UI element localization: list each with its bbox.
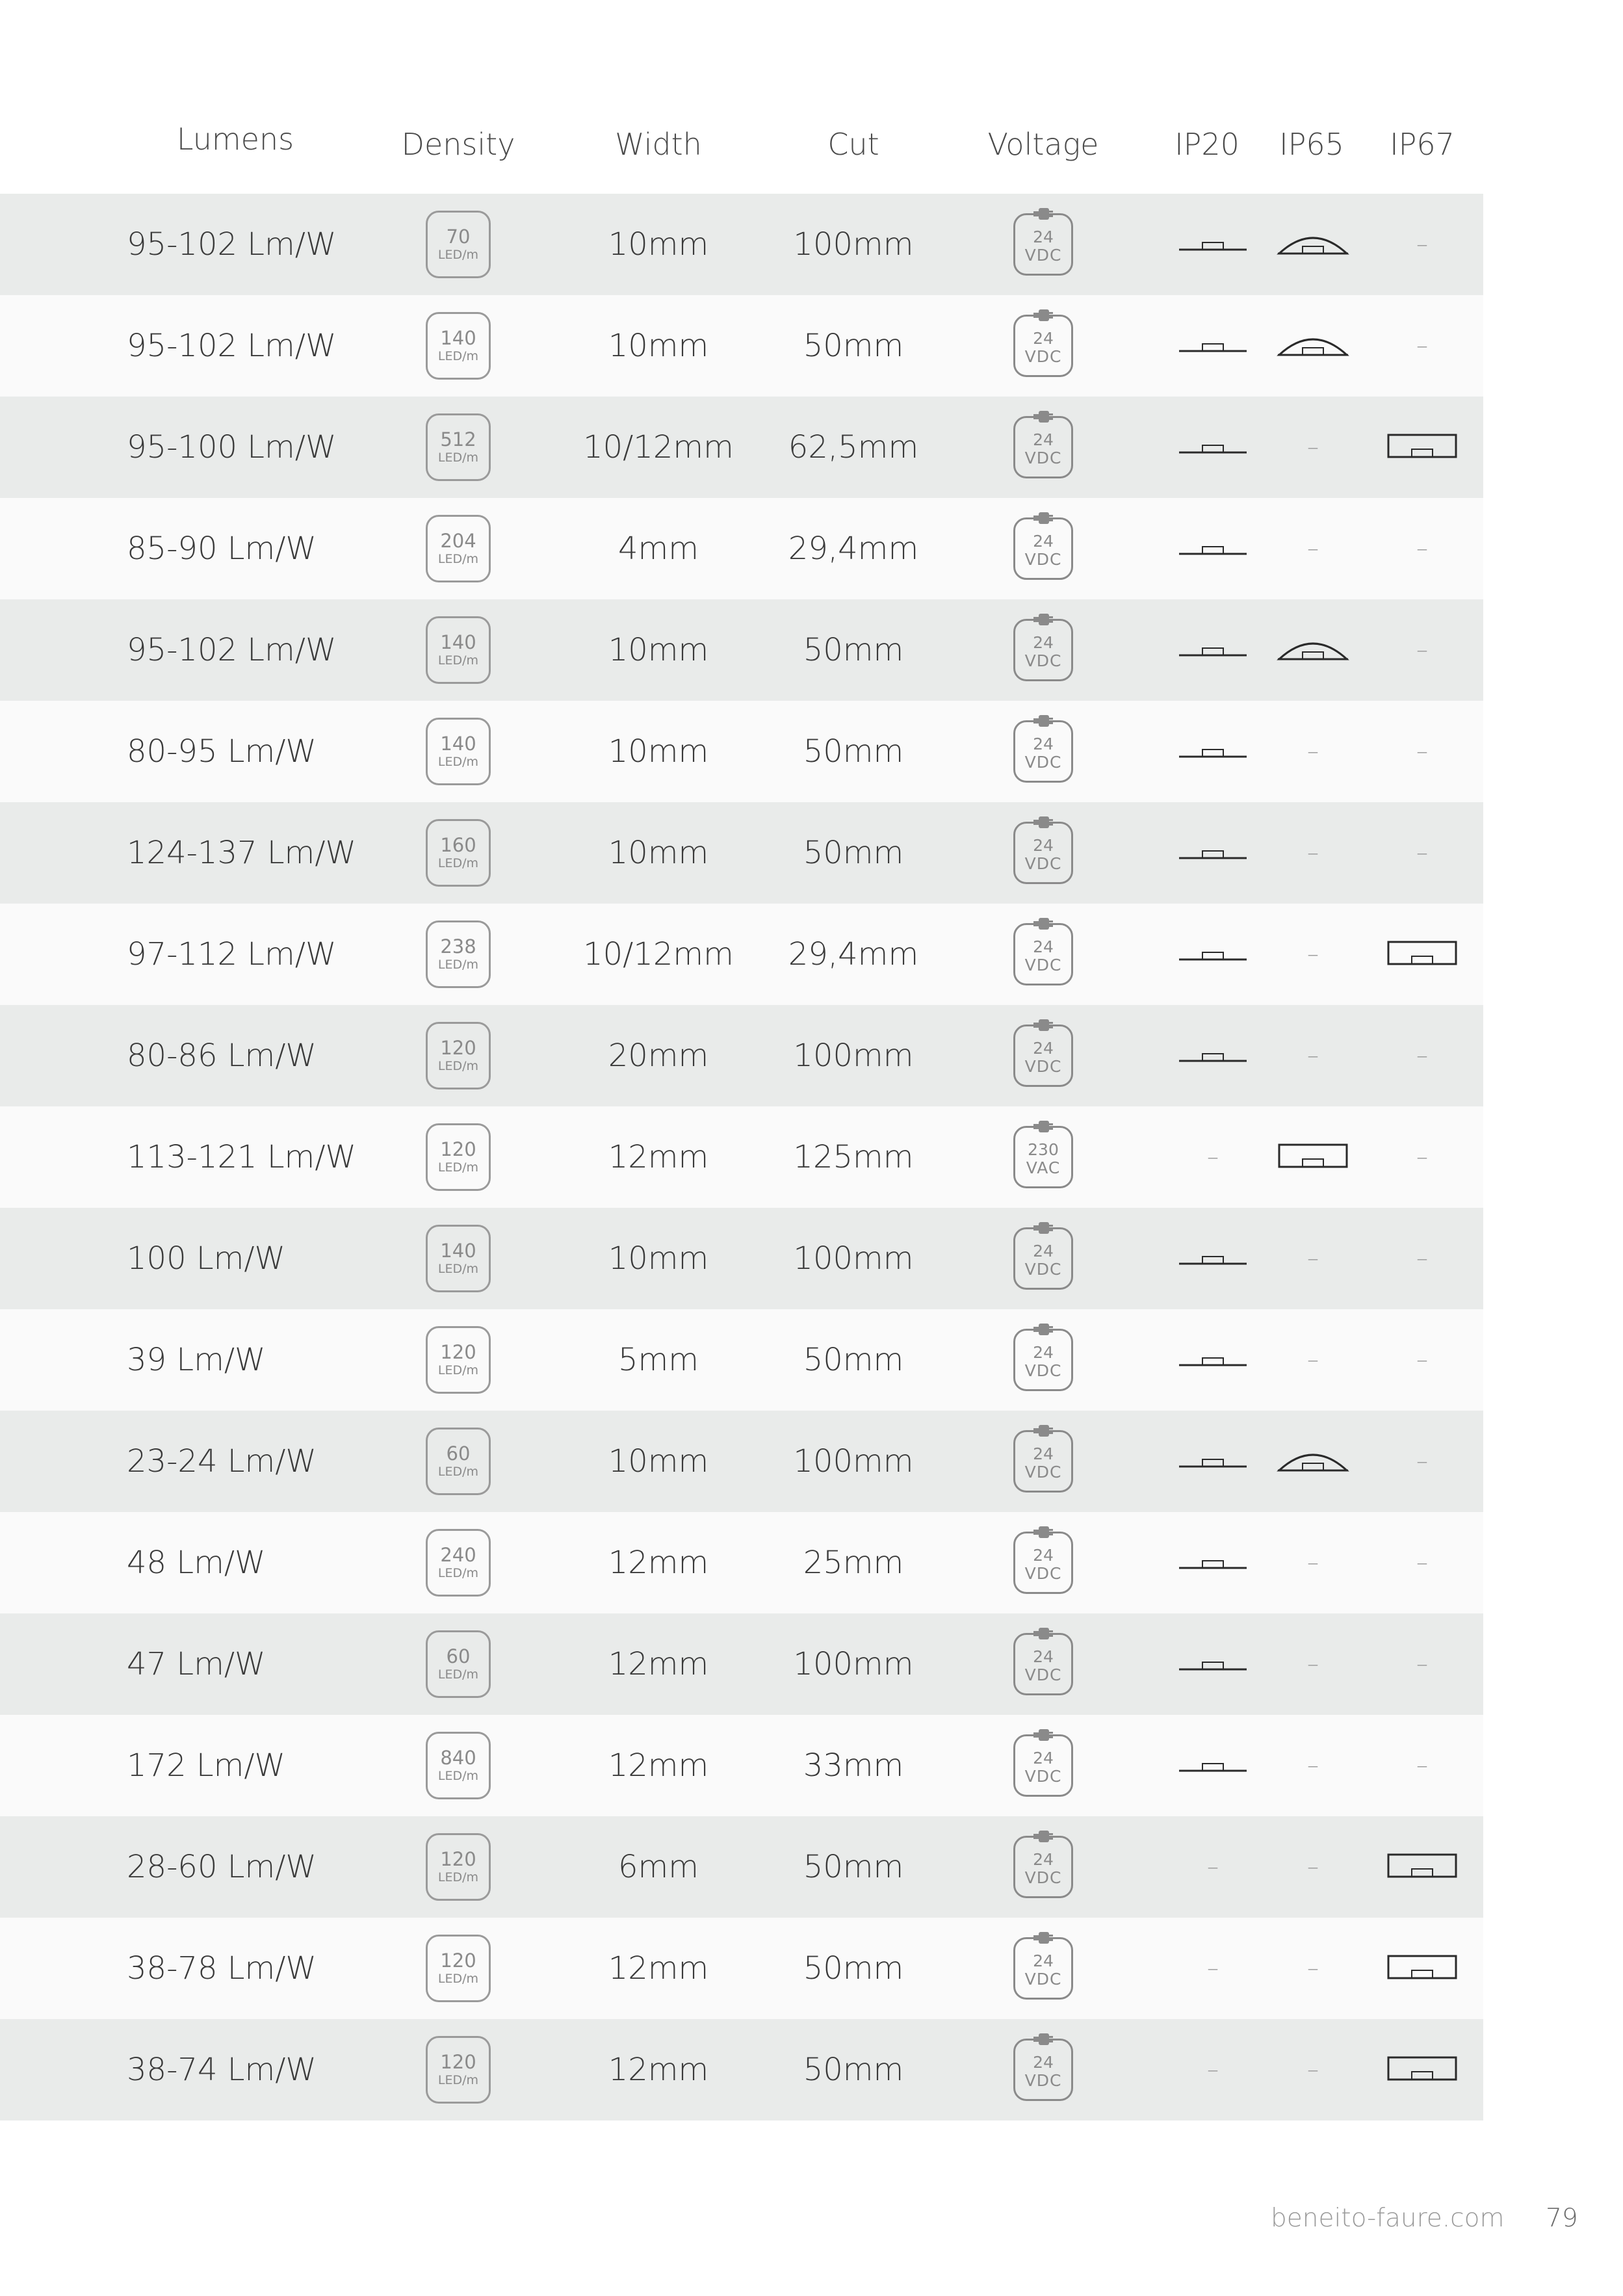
- ip-flat-strip-icon: [1178, 332, 1248, 358]
- ip20-cell: [1178, 1447, 1248, 1476]
- not-available-dash: –: [1207, 1853, 1219, 1881]
- width-value: 12mm: [608, 1747, 709, 1784]
- density-badge: 140 LED/m: [426, 718, 491, 785]
- voltage-badge: 24 VDC: [1013, 1024, 1073, 1087]
- not-available-dash: –: [1416, 231, 1428, 258]
- width-value: 10mm: [608, 632, 709, 668]
- table-row: [0, 1918, 1483, 2019]
- ip67-cell: [1387, 2055, 1457, 2085]
- voltage-badge: 24 VDC: [1013, 315, 1073, 377]
- voltage-badge: 24 VDC: [1013, 720, 1073, 783]
- cut-value: 50mm: [803, 632, 904, 668]
- voltage-cell: [1013, 1329, 1073, 1391]
- voltage-cell: [1013, 1937, 1073, 2000]
- density-badge: 120 LED/m: [426, 1022, 491, 1089]
- ip-dome-strip-icon: [1277, 228, 1349, 259]
- ip-box-strip-icon: [1387, 1953, 1457, 1981]
- table-row: [0, 1613, 1483, 1715]
- ip20-cell: [1178, 332, 1248, 360]
- lumens-value: 124-137 Lm/W: [127, 835, 356, 871]
- cut-value: 50mm: [803, 733, 904, 770]
- width-value: 5mm: [617, 1342, 699, 1378]
- spec-table: [0, 194, 1483, 2120]
- density-badge: 140 LED/m: [426, 1225, 491, 1292]
- lumens-value: 95-102 Lm/W: [127, 632, 337, 668]
- width-value: 10mm: [608, 733, 709, 770]
- ip-flat-strip-icon: [1178, 636, 1248, 662]
- ip65-cell: [1307, 840, 1319, 867]
- ip-flat-strip-icon: [1178, 230, 1248, 256]
- not-available-dash: –: [1416, 1448, 1428, 1475]
- not-available-dash: –: [1307, 1346, 1319, 1374]
- voltage-badge: 230 VAC: [1013, 1126, 1073, 1188]
- table-row: [0, 2019, 1483, 2120]
- ip65-cell: [1277, 633, 1349, 667]
- ip-flat-strip-icon: [1178, 1548, 1248, 1574]
- plug-icon: [1032, 510, 1054, 526]
- table-row: [0, 1106, 1483, 1208]
- plug-icon: [1032, 1322, 1054, 1337]
- plug-icon: [1032, 1220, 1054, 1236]
- ip67-cell: [1416, 1448, 1428, 1475]
- plug-icon: [1032, 206, 1054, 222]
- voltage-cell: [1013, 517, 1073, 580]
- ip20-cell: [1207, 1144, 1219, 1171]
- not-available-dash: –: [1307, 535, 1319, 562]
- voltage-cell: [1013, 416, 1073, 478]
- ip67-cell: [1416, 1651, 1428, 1678]
- ip67-cell: [1416, 840, 1428, 867]
- ip-flat-strip-icon: [1178, 737, 1248, 763]
- width-value: 4mm: [617, 530, 699, 567]
- voltage-cell: [1013, 619, 1073, 681]
- width-value: 12mm: [608, 1646, 709, 1682]
- plug-icon: [1032, 713, 1054, 729]
- voltage-badge: 24 VDC: [1013, 1734, 1073, 1797]
- cut-value: 50mm: [803, 835, 904, 871]
- density-cell: [426, 920, 491, 988]
- not-available-dash: –: [1416, 839, 1428, 867]
- ip65-cell: [1307, 1550, 1319, 1576]
- header-cut: Cut: [827, 127, 879, 162]
- ip20-cell: [1178, 1041, 1248, 1070]
- plug-icon: [1032, 1524, 1054, 1540]
- density-cell: [426, 616, 491, 684]
- table-row: [0, 1208, 1483, 1309]
- ip65-cell: [1278, 1142, 1348, 1172]
- header-lumens: Lumens: [176, 122, 294, 157]
- not-available-dash: –: [1416, 636, 1428, 664]
- ip20-cell: [1207, 2057, 1219, 2083]
- lumens-value: 113-121 Lm/W: [127, 1139, 356, 1175]
- ip-box-strip-icon: [1387, 432, 1457, 460]
- density-cell: [426, 1225, 491, 1292]
- plug-icon: [1032, 307, 1054, 323]
- header-ip67: IP67: [1390, 127, 1455, 162]
- cut-value: 50mm: [803, 1950, 904, 1987]
- width-value: 10mm: [608, 1443, 709, 1480]
- lumens-value: 85-90 Lm/W: [127, 530, 317, 567]
- plug-icon: [1032, 1017, 1054, 1033]
- width-value: 10/12mm: [583, 429, 734, 465]
- lumens-value: 100 Lm/W: [127, 1240, 286, 1277]
- voltage-badge: 24 VDC: [1013, 517, 1073, 580]
- lumens-value: 80-95 Lm/W: [127, 733, 317, 770]
- ip67-cell: [1387, 432, 1457, 462]
- ip-flat-strip-icon: [1178, 1346, 1248, 1372]
- voltage-cell: [1013, 213, 1073, 276]
- not-available-dash: –: [1307, 941, 1319, 968]
- density-badge: 120 LED/m: [426, 1326, 491, 1394]
- table-row: [0, 904, 1483, 1005]
- table-header: [0, 122, 1482, 185]
- density-badge: 160 LED/m: [426, 819, 491, 887]
- ip-flat-strip-icon: [1178, 1447, 1248, 1473]
- voltage-badge: 24 VDC: [1013, 619, 1073, 681]
- not-available-dash: –: [1416, 1549, 1428, 1576]
- cut-value: 29,4mm: [788, 936, 919, 972]
- ip20-cell: [1178, 1548, 1248, 1577]
- table-row: [0, 194, 1483, 295]
- ip65-cell: [1307, 1347, 1319, 1374]
- ip67-cell: [1416, 1753, 1428, 1779]
- voltage-cell: [1013, 2039, 1073, 2101]
- density-badge: 238 LED/m: [426, 920, 491, 988]
- density-badge: 60 LED/m: [426, 1428, 491, 1495]
- ip65-cell: [1277, 1444, 1349, 1478]
- density-cell: [426, 1935, 491, 2002]
- plug-icon: [1032, 1829, 1054, 1844]
- width-value: 10mm: [608, 1240, 709, 1277]
- not-available-dash: –: [1416, 1245, 1428, 1272]
- plug-icon: [1032, 916, 1054, 932]
- voltage-badge: 24 VDC: [1013, 822, 1073, 884]
- voltage-cell: [1013, 1836, 1073, 1898]
- density-cell: [426, 312, 491, 380]
- density-badge: 120 LED/m: [426, 1833, 491, 1901]
- not-available-dash: –: [1416, 1143, 1428, 1171]
- lumens-value: 97-112 Lm/W: [127, 936, 337, 972]
- ip-flat-strip-icon: [1178, 433, 1248, 459]
- ip-box-strip-icon: [1387, 2055, 1457, 2082]
- width-value: 10mm: [608, 328, 709, 364]
- lumens-value: 95-102 Lm/W: [127, 226, 337, 263]
- ip67-cell: [1416, 1246, 1428, 1272]
- voltage-badge: 24 VDC: [1013, 1633, 1073, 1695]
- ip-flat-strip-icon: [1178, 534, 1248, 560]
- width-value: 10mm: [608, 226, 709, 263]
- not-available-dash: –: [1307, 1549, 1319, 1576]
- lumens-value: 38-74 Lm/W: [127, 2052, 317, 2088]
- width-value: 6mm: [617, 1849, 699, 1885]
- cut-value: 62,5mm: [788, 429, 919, 465]
- not-available-dash: –: [1207, 1955, 1219, 1982]
- table-row: [0, 1715, 1483, 1816]
- density-cell: [426, 515, 491, 582]
- ip-dome-strip-icon: [1277, 329, 1349, 360]
- cut-value: 100mm: [793, 1240, 914, 1277]
- ip65-cell: [1307, 1854, 1319, 1881]
- ip67-cell: [1416, 1347, 1428, 1374]
- voltage-cell: [1013, 1633, 1073, 1695]
- cut-value: 25mm: [803, 1545, 904, 1581]
- table-row: [0, 802, 1483, 904]
- not-available-dash: –: [1416, 1042, 1428, 1069]
- ip67-cell: [1387, 1852, 1457, 1882]
- voltage-badge: 24 VDC: [1013, 213, 1073, 276]
- voltage-badge: 24 VDC: [1013, 1937, 1073, 2000]
- cut-value: 100mm: [793, 226, 914, 263]
- ip20-cell: [1178, 433, 1248, 462]
- voltage-cell: [1013, 1227, 1073, 1290]
- ip65-cell: [1307, 738, 1319, 765]
- not-available-dash: –: [1307, 434, 1319, 461]
- voltage-cell: [1013, 720, 1073, 783]
- ip20-cell: [1178, 230, 1248, 259]
- density-badge: 840 LED/m: [426, 1732, 491, 1799]
- table-row: [0, 295, 1483, 397]
- voltage-cell: [1013, 1734, 1073, 1797]
- ip-flat-strip-icon: [1178, 1751, 1248, 1777]
- lumens-value: 80-86 Lm/W: [127, 1037, 317, 1074]
- ip20-cell: [1178, 534, 1248, 563]
- ip20-cell: [1178, 839, 1248, 867]
- width-value: 12mm: [608, 2052, 709, 2088]
- cut-value: 33mm: [803, 1747, 904, 1784]
- table-row: [0, 701, 1483, 802]
- ip67-cell: [1416, 1550, 1428, 1576]
- voltage-cell: [1013, 822, 1073, 884]
- ip-box-strip-icon: [1278, 1142, 1348, 1169]
- ip-box-strip-icon: [1387, 1852, 1457, 1879]
- not-available-dash: –: [1307, 1245, 1319, 1272]
- lumens-value: 95-102 Lm/W: [127, 328, 337, 364]
- table-row: [0, 599, 1483, 701]
- table-row: [0, 498, 1483, 599]
- ip-flat-strip-icon: [1178, 1650, 1248, 1676]
- cut-value: 50mm: [803, 328, 904, 364]
- ip65-cell: [1307, 2057, 1319, 2083]
- ip67-cell: [1387, 1953, 1457, 1983]
- ip67-cell: [1416, 536, 1428, 562]
- plug-icon: [1032, 1930, 1054, 1946]
- plug-icon: [1032, 815, 1054, 830]
- not-available-dash: –: [1307, 1752, 1319, 1779]
- width-value: 12mm: [608, 1950, 709, 1987]
- ip65-cell: [1277, 228, 1349, 261]
- plug-icon: [1032, 612, 1054, 627]
- density-cell: [426, 1428, 491, 1495]
- lumens-value: 172 Lm/W: [127, 1747, 286, 1784]
- cut-value: 50mm: [803, 1849, 904, 1885]
- plug-icon: [1032, 1423, 1054, 1439]
- lumens-value: 47 Lm/W: [127, 1646, 266, 1682]
- density-badge: 120 LED/m: [426, 2036, 491, 2104]
- not-available-dash: –: [1307, 1955, 1319, 1982]
- width-value: 12mm: [608, 1139, 709, 1175]
- width-value: 20mm: [608, 1037, 709, 1074]
- not-available-dash: –: [1416, 738, 1428, 765]
- not-available-dash: –: [1307, 1042, 1319, 1069]
- ip65-cell: [1307, 1651, 1319, 1678]
- header-voltage: Voltage: [987, 127, 1099, 162]
- density-badge: 204 LED/m: [426, 515, 491, 582]
- density-cell: [426, 413, 491, 481]
- ip67-cell: [1416, 1043, 1428, 1069]
- not-available-dash: –: [1416, 1650, 1428, 1678]
- table-row: [0, 1005, 1483, 1106]
- width-value: 10mm: [608, 835, 709, 871]
- density-cell: [426, 819, 491, 887]
- voltage-cell: [1013, 1532, 1073, 1594]
- density-cell: [426, 1123, 491, 1191]
- lumens-value: 23-24 Lm/W: [127, 1443, 317, 1480]
- ip20-cell: [1207, 1955, 1219, 1982]
- density-cell: [426, 1022, 491, 1089]
- not-available-dash: –: [1416, 1346, 1428, 1374]
- density-cell: [426, 1833, 491, 1901]
- width-value: 10/12mm: [583, 936, 734, 972]
- ip67-cell: [1416, 1144, 1428, 1171]
- not-available-dash: –: [1307, 1853, 1319, 1881]
- ip20-cell: [1178, 737, 1248, 766]
- ip20-cell: [1178, 636, 1248, 664]
- not-available-dash: –: [1307, 2056, 1319, 2083]
- cut-value: 100mm: [793, 1037, 914, 1074]
- not-available-dash: –: [1416, 332, 1428, 359]
- ip65-cell: [1307, 434, 1319, 461]
- ip20-cell: [1178, 1244, 1248, 1273]
- ip-flat-strip-icon: [1178, 1041, 1248, 1067]
- table-row: [0, 1512, 1483, 1613]
- table-row: [0, 397, 1483, 498]
- ip20-cell: [1178, 1346, 1248, 1374]
- ip-box-strip-icon: [1387, 939, 1457, 967]
- ip67-cell: [1387, 939, 1457, 969]
- plug-icon: [1032, 1727, 1054, 1743]
- voltage-badge: 24 VDC: [1013, 1836, 1073, 1898]
- voltage-badge: 24 VDC: [1013, 2039, 1073, 2101]
- ip-flat-strip-icon: [1178, 839, 1248, 865]
- voltage-badge: 24 VDC: [1013, 1532, 1073, 1594]
- ip20-cell: [1207, 1854, 1219, 1881]
- density-badge: 120 LED/m: [426, 1935, 491, 2002]
- density-badge: 60 LED/m: [426, 1630, 491, 1698]
- ip-flat-strip-icon: [1178, 940, 1248, 966]
- ip67-cell: [1416, 231, 1428, 258]
- width-value: 12mm: [608, 1545, 709, 1581]
- cut-value: 100mm: [793, 1646, 914, 1682]
- density-badge: 120 LED/m: [426, 1123, 491, 1191]
- cut-value: 100mm: [793, 1443, 914, 1480]
- ip65-cell: [1307, 941, 1319, 968]
- ip65-cell: [1307, 1955, 1319, 1982]
- header-ip65: IP65: [1279, 127, 1344, 162]
- ip65-cell: [1307, 1043, 1319, 1069]
- header-width: Width: [615, 127, 702, 162]
- density-badge: 70 LED/m: [426, 211, 491, 278]
- cut-value: 125mm: [793, 1139, 914, 1175]
- density-badge: 240 LED/m: [426, 1529, 491, 1597]
- plug-icon: [1032, 409, 1054, 424]
- ip-dome-strip-icon: [1277, 1444, 1349, 1476]
- ip20-cell: [1178, 940, 1248, 969]
- ip20-cell: [1178, 1650, 1248, 1678]
- density-badge: 512 LED/m: [426, 413, 491, 481]
- not-available-dash: –: [1416, 535, 1428, 562]
- lumens-value: 95-100 Lm/W: [127, 429, 337, 465]
- ip65-cell: [1307, 1246, 1319, 1272]
- page-number: 79: [1546, 2204, 1578, 2233]
- footer-url: beneito-faure.com: [1271, 2204, 1505, 2233]
- density-cell: [426, 1630, 491, 1698]
- not-available-dash: –: [1307, 738, 1319, 765]
- ip65-cell: [1307, 536, 1319, 562]
- density-badge: 140 LED/m: [426, 616, 491, 684]
- voltage-badge: 24 VDC: [1013, 1329, 1073, 1391]
- table-row: [0, 1411, 1483, 1512]
- not-available-dash: –: [1207, 1143, 1219, 1171]
- header-ip20: IP20: [1175, 127, 1240, 162]
- lumens-value: 28-60 Lm/W: [127, 1849, 317, 1885]
- density-cell: [426, 718, 491, 785]
- not-available-dash: –: [1307, 1650, 1319, 1678]
- ip67-cell: [1416, 637, 1428, 664]
- not-available-dash: –: [1307, 839, 1319, 867]
- plug-icon: [1032, 1626, 1054, 1641]
- header-density: Density: [401, 127, 515, 162]
- cut-value: 50mm: [803, 2052, 904, 2088]
- voltage-cell: [1013, 1430, 1073, 1493]
- cut-value: 50mm: [803, 1342, 904, 1378]
- density-cell: [426, 1732, 491, 1799]
- cut-value: 29,4mm: [788, 530, 919, 567]
- table-row: [0, 1309, 1483, 1411]
- ip67-cell: [1416, 738, 1428, 765]
- density-cell: [426, 2036, 491, 2104]
- table-row: [0, 1816, 1483, 1918]
- voltage-cell: [1013, 315, 1073, 377]
- plug-icon: [1032, 2031, 1054, 2047]
- voltage-cell: [1013, 1024, 1073, 1087]
- not-available-dash: –: [1416, 1752, 1428, 1779]
- density-badge: 140 LED/m: [426, 312, 491, 380]
- voltage-badge: 24 VDC: [1013, 416, 1073, 478]
- not-available-dash: –: [1207, 2056, 1219, 2083]
- voltage-badge: 24 VDC: [1013, 1227, 1073, 1290]
- voltage-badge: 24 VDC: [1013, 1430, 1073, 1493]
- ip65-cell: [1277, 329, 1349, 363]
- ip65-cell: [1307, 1753, 1319, 1779]
- voltage-cell: [1013, 923, 1073, 985]
- lumens-value: 48 Lm/W: [127, 1545, 266, 1581]
- ip20-cell: [1178, 1751, 1248, 1780]
- ip-dome-strip-icon: [1277, 633, 1349, 664]
- voltage-badge: 24 VDC: [1013, 923, 1073, 985]
- density-cell: [426, 211, 491, 278]
- ip-flat-strip-icon: [1178, 1244, 1248, 1270]
- density-cell: [426, 1326, 491, 1394]
- lumens-value: 38-78 Lm/W: [127, 1950, 317, 1987]
- ip67-cell: [1416, 333, 1428, 359]
- voltage-cell: [1013, 1126, 1073, 1188]
- lumens-value: 39 Lm/W: [127, 1342, 266, 1378]
- density-cell: [426, 1529, 491, 1597]
- plug-icon: [1032, 1119, 1054, 1134]
